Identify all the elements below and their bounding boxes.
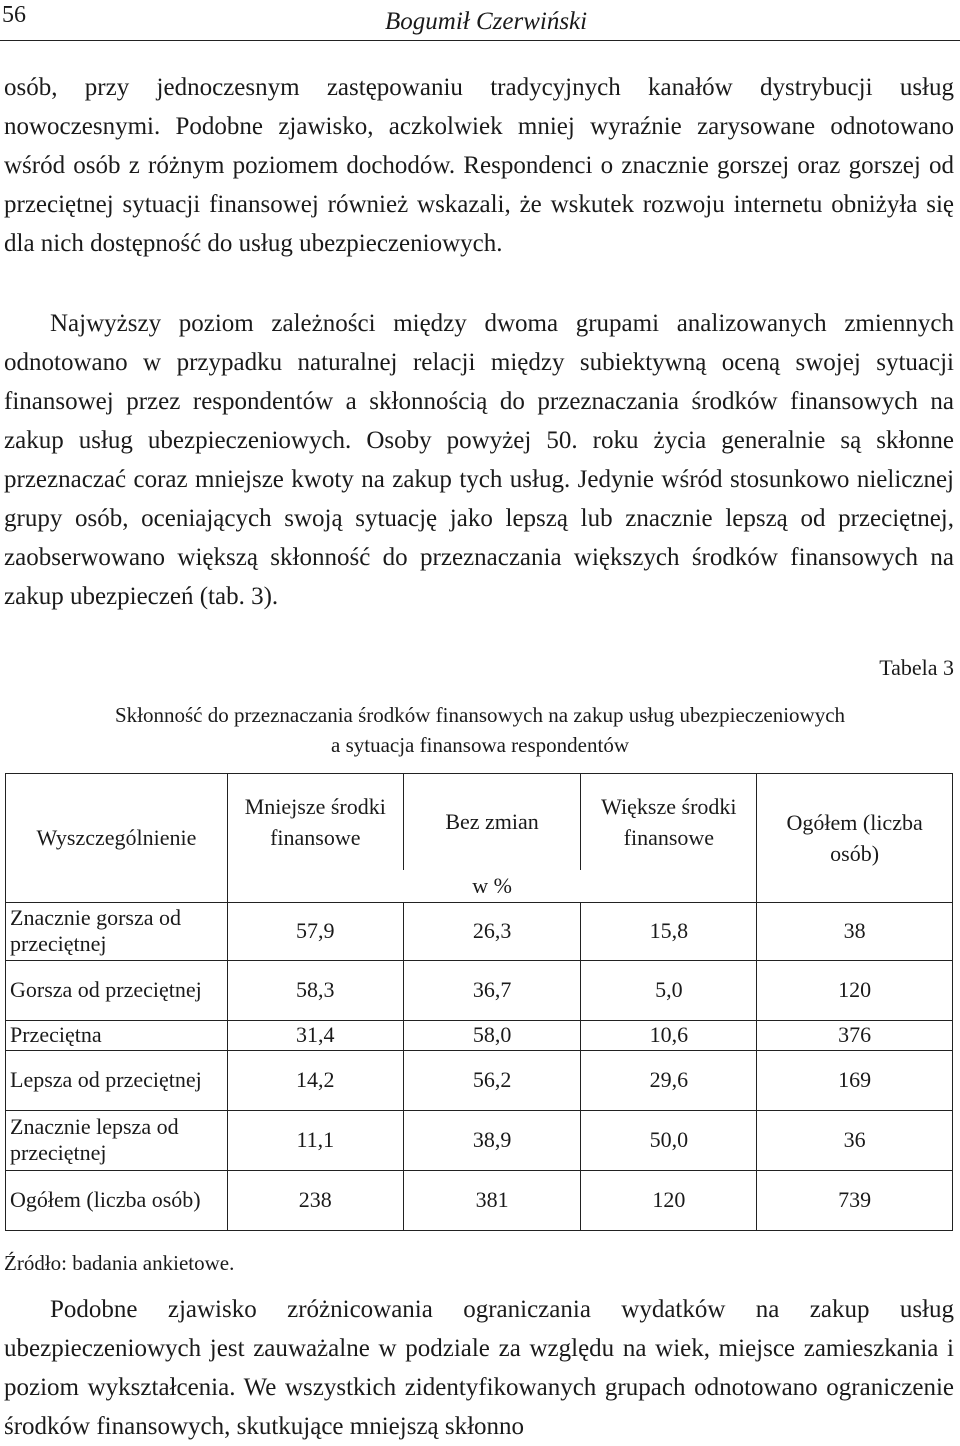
cell-total: 120 [757,960,953,1020]
cell-larger: 50,0 [581,1110,757,1170]
cell-larger: 29,6 [581,1050,757,1110]
cell-total: 376 [757,1020,953,1050]
cell-smaller: 14,2 [227,1050,403,1110]
cell-larger: 5,0 [581,960,757,1020]
table-row [6,902,953,960]
cell-total: 36 [757,1110,953,1170]
body-paragraph-2: Najwyższy poziom zależności między dwoma grupami analizowanych zmiennych odnotowano w przypadku naturalnej relacji między subiektywną oceną swojej sytuacji finansowej przez respondentów a skłonnością do przeznaczania środków finansowych na zakup usług ubezpieczeniowych. Osoby powyżej 50. roku życia generalnie są skłonne przeznaczać coraz mniejsze kwoty na zakup tych usług. Jedynie wśród stosunkowo nielicznej grupy osób, oceniających swoją sytuację jako lepszą lub znacznie lepszą od przeciętnej, zaobserwowano większą skłonność do przeznaczania większych środków finansowych na zakup ubezpieczeń (tab. 3). [4,310,954,610]
data-table [5,773,953,1231]
cell-smaller: 57,9 [227,902,403,960]
header-smaller-funds: Mniejsze środki finansowe [227,774,403,870]
cell-larger: 15,8 [581,902,757,960]
unit-percent: w % [227,870,756,903]
table-caption-line-1: Skłonność do przeznaczania środków finansowych na zakup usług ubezpieczeniowych [114,703,846,727]
table-caption [0,700,960,760]
cell-total: 38 [757,902,953,960]
cell-smaller: 238 [227,1170,403,1230]
cell-no-change: 381 [403,1170,581,1230]
cell-no-change: 26,3 [403,902,581,960]
table-source-note: Źródło: badania ankietowe. [4,1251,235,1275]
cell-total: 739 [757,1170,953,1230]
header-total-persons: Ogółem (liczba osób) [757,774,953,903]
row-label: Przeciętna [6,1020,228,1050]
running-head-author: Bogumił Czerwiński [385,8,588,35]
row-label: Ogółem (liczba osób) [6,1170,228,1230]
cell-smaller: 58,3 [227,960,403,1020]
row-label: Znacznie gorsza od przeciętnej [6,902,228,960]
row-label: Znacznie lepsza od przeciętnej [6,1110,228,1170]
cell-no-change: 58,0 [403,1020,581,1050]
cell-smaller: 31,4 [227,1020,403,1050]
table-header-row [6,774,953,870]
header-larger-funds: Większe środki finansowe [581,774,757,870]
table-row-total [6,1170,953,1230]
cell-no-change: 36,7 [403,960,581,1020]
cell-no-change: 38,9 [403,1110,581,1170]
row-label: Lepsza od przeciętnej [6,1050,228,1110]
cell-no-change: 56,2 [403,1050,581,1110]
cell-larger: 10,6 [581,1020,757,1050]
header-label-column: Wyszczególnienie [6,774,228,903]
header-no-change: Bez zmian [403,774,581,870]
table-label: Tabela 3 [879,655,954,680]
cell-smaller: 11,1 [227,1110,403,1170]
row-label: Gorsza od przeciętnej [6,960,228,1020]
table-row [6,1050,953,1110]
page-header [0,0,960,41]
page-number: 56 [2,2,26,28]
table-row [6,1110,953,1170]
table-row [6,1020,953,1050]
cell-total: 169 [757,1050,953,1110]
table-caption-line-2: a sytuacja finansowa respondentów [331,733,629,757]
body-paragraph-1: osób, przy jednoczesnym zastępowaniu tradycyjnych kanałów dystrybucji usług nowoczesnymi. Podobne zjawisko, aczkolwiek mniej wyraźnie zarysowane odnotowano wśród osób z różnym poziomem dochodów. Respondenci o znacznie gorszej oraz gorszej od przeciętnej sytuacji finansowej również wskazali, że wskutek rozwoju internetu obniżyła się dla nich dostępność do usług ubezpieczeniowych. [4,74,954,257]
table-row [6,960,953,1020]
body-paragraph-3: Podobne zjawisko zróżnicowania ograniczania wydatków na zakup usług ubezpieczeniowych jest zauważalne w podziale za względu na wiek, miejsce zamieszkania i poziom wykształcenia. We wszystkich zidentyfikowanych grupach odnotowano ograniczenie środków finansowych, skutkujące mniejszą skłonno [4,1296,954,1440]
cell-larger: 120 [581,1170,757,1230]
